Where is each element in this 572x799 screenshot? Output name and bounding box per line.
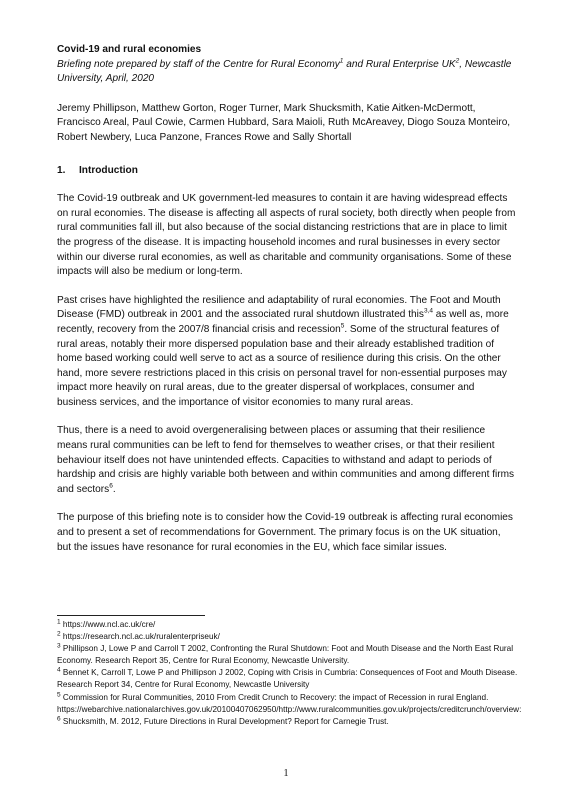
section-heading [57, 164, 517, 179]
paragraph-text: as well as, more recently, recovery from the 2007/8 financial crisis and recession [57, 309, 509, 335]
document-title: Covid-19 and rural economies [57, 44, 202, 55]
paragraph-text: Thus, there is a need to avoid overgeneralising between places or assuming that their resilience means rural communities can be left to fend for themselves to weather crises, or that their resilient behaviour itself does not have unintended effects. Capacities to withstand and adapt to periods of hardship and crisis are highly variable both between and within communities and among different firms and sectors [57, 425, 515, 495]
footnote-text: Shucksmith, M. 2012, Future Directions in Rural Development? Report for Carnegie Trust. [60, 716, 389, 726]
footnote [57, 692, 523, 716]
footnote-text[interactable]: Commission for Rural Communities, 2010 From Credit Crunch to Recovery: the impact of Recession in rural England. https://webarchive.nationalarchives.gov.uk/20100407062950/http://www.ruralcommunities.gov.uk/projects/creditcrunch/overview: [57, 692, 522, 714]
footnote-mark: 6 [57, 715, 61, 723]
footnote [57, 619, 523, 631]
footnote [57, 643, 523, 667]
page-number: 1 [283, 768, 289, 779]
footnote-mark: 3 [57, 642, 61, 650]
subtitle-text: and Rural Enterprise UK [343, 58, 456, 70]
footnote-text: Phillipson J, Lowe P and Carroll T 2002, Confronting the Rural Shutdown: Foot and Mouth Disease and the North East Rural Economy. Research Report 35, Centre for Rural Economy, Newcastle University. [57, 644, 514, 666]
document-subtitle [57, 58, 517, 87]
footnote-ref[interactable]: 6 [109, 482, 113, 490]
paragraph [57, 294, 517, 411]
subtitle-text: , Newcastle University, April, 2020 [57, 58, 512, 85]
footnote-ref[interactable]: 2 [455, 57, 460, 65]
footnote-text: Bennet K, Carroll T, Lowe P and Phillipson J 2002, Coping with Crisis in Cumbria: Consequences of Foot and Mouth Disease. Research Report 34, Centre for Rural Economy, Newcastle University [57, 668, 518, 690]
paragraph: The purpose of this briefing note is to consider how the Covid-19 outbreak is affecting rural economies and to present a set of recommendations for Government. The primary focus is on the UK situation, but the issues have resonance for rural economies in the EU, which face similar issues. [57, 512, 513, 553]
footnote [57, 716, 523, 728]
footnote-ref[interactable]: 1 [339, 57, 344, 65]
paragraph: The Covid-19 outbreak and UK government-led measures to contain it are having widespread effects on rural economies. The disease is affecting all aspects of rural society, both directly when people from rural communities fall ill, but also because of the social distancing restrictions that are in place to limit the progress of the disease. It is impacting household incomes and rural businesses in every sector within our diverse rural economies, as well as charitable and community organisations. Some of these impacts will also be medium or long-term. [57, 193, 516, 278]
footnote-divider [57, 615, 205, 616]
subtitle-text: Briefing note prepared by staff of the Centre for Rural Economy [57, 58, 340, 70]
footnote-text[interactable]: https://www.ncl.ac.uk/cre/ [60, 620, 156, 629]
paragraph [57, 424, 517, 497]
footnotes [57, 619, 523, 728]
author-list: Jeremy Phillipson, Matthew Gorton, Roger Turner, Mark Shucksmith, Katie Aitken-McDermott, Francisco Areal, Paul Cowie, Carmen Hubbard, Sara Maioli, Ruth McAreavey, Diogo Souza Monteiro, Robert Newbery, Luca Panzone, Frances Rowe and Sally Shortall [57, 102, 511, 143]
footnote-mark: 5 [57, 690, 61, 698]
paragraph-text: . [112, 483, 116, 495]
section-number: 1. [57, 164, 66, 176]
footnote-mark: 2 [57, 630, 61, 638]
body-content [57, 43, 517, 555]
footnote-ref[interactable]: 3,4 [423, 307, 433, 315]
footnote [57, 631, 523, 643]
footnote [57, 667, 523, 691]
paragraph-text: Past crises have highlighted the resilience and adaptability of rural economies. The Foot and Mouth Disease (FMD) outbreak in 2001 and the associated rural shutdown illustrated this [57, 294, 501, 321]
section-title: Introduction [79, 164, 138, 176]
footnote-mark: 1 [57, 618, 61, 626]
footnote-text[interactable]: https://research.ncl.ac.uk/ruralenterpriseuk/ [60, 632, 220, 642]
footnote-mark: 4 [57, 666, 61, 674]
footnote-ref[interactable]: 5 [340, 322, 345, 330]
paragraph-text: . Some of the structural features of rural areas, notably their more dispersed population base and their already established tradition of home based working could well serve to act as a source of resilience during this crisis. On the other hand, more severe restrictions placed in this crisis on personal travel for non-essential purposes may impact more heavily on rural areas, due to the greater dispersal of workplaces, consumer and business services, and the importance of visitor economies to many rural areas. [57, 323, 507, 408]
